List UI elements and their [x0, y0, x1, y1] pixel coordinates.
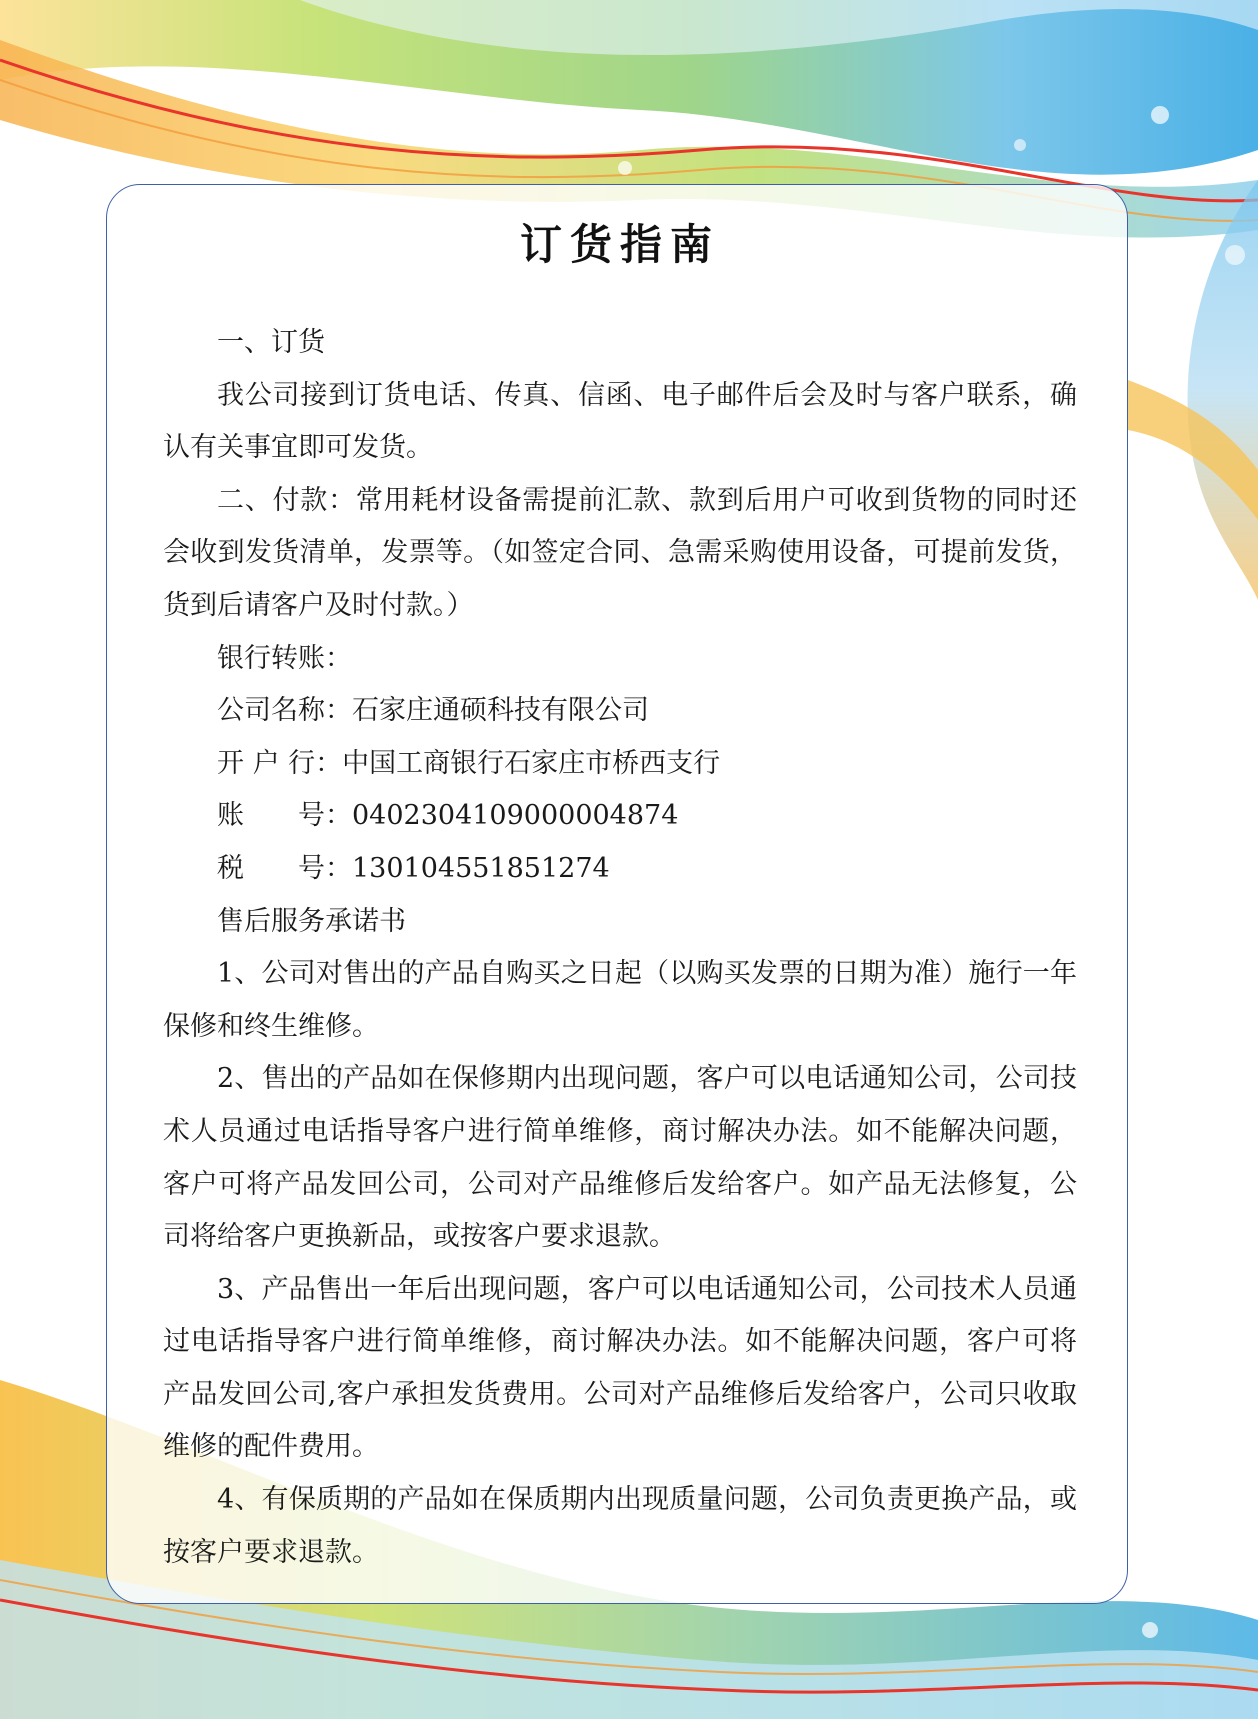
document-body — [163, 317, 1077, 1579]
service-item-4: 4、有保质期的产品如在保质期内出现质量问题，公司负责更换产品，或按客户要求退款。 — [163, 1484, 1077, 1568]
ordering-body: 我公司接到订货电话、传真、信函、电子邮件后会及时与客户联系，确认有关事宜即可发货。 — [163, 379, 1077, 464]
bank-heading: 银行转账： — [217, 642, 352, 674]
payment-paragraph: 二、付款：常用耗材设备需提前汇款、款到后用户可收到货物的同时还会收到发货清单，发票等。（如签定合同、急需采购使用设备，可提前发货，货到后请客户及时付款。） — [163, 484, 1077, 621]
service-item-2: 2、售出的产品如在保修期内出现问题，客户可以电话通知公司，公司技术人员通过电话指导客户进行简单维修，商讨解决办法。如不能解决问题，客户可将产品发回公司，公司对产品维修后发给客户。如产品无法修复，公司将给客户更换新品，或按客户要求退款。 — [163, 1063, 1077, 1253]
account-number: 账 号：0402304109000004874 — [217, 800, 679, 832]
tax-number: 税 号：130104551851274 — [217, 852, 610, 884]
ordering-heading: 一、订货 — [217, 327, 325, 358]
company-name: 公司名称：石家庄通硕科技有限公司 — [217, 695, 649, 727]
service-heading: 售后服务承诺书 — [217, 905, 406, 937]
service-item-1: 1、公司对售出的产品自购买之日起（以购买发票的日期为准）施行一年保修和终生维修。 — [163, 958, 1077, 1042]
page-title: 订货指南 — [519, 220, 720, 269]
bank-name: 开 户 行：中国工商银行石家庄市桥西支行 — [217, 747, 721, 779]
service-item-3: 3、产品售出一年后出现问题，客户可以电话通知公司，公司技术人员通过电话指导客户进行简单维修，商讨解决办法。如不能解决问题，客户可将产品发回公司,客户承担发货费用。公司对产品维修后发给客户，公司只收取维修的配件费用。 — [163, 1273, 1077, 1463]
content-card — [106, 184, 1128, 1604]
